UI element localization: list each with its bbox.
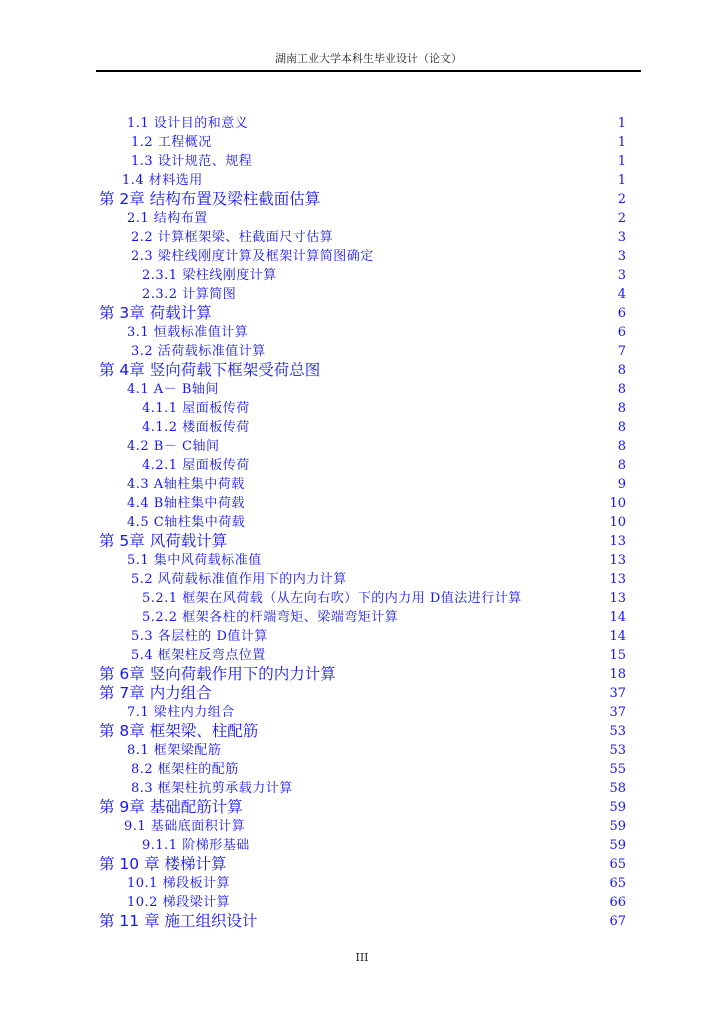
toc-entry-label: 5.2 风荷载标准值作用下的内力计算: [131, 572, 347, 587]
toc-entry-page: 8: [617, 439, 626, 454]
toc-entry-label: 4.2.1 屋面板传荷: [142, 458, 250, 473]
toc-entry-page: 6: [617, 325, 626, 340]
toc-entry[interactable]: [0, 152, 724, 171]
toc-entry[interactable]: [0, 437, 724, 456]
toc-entry[interactable]: [0, 627, 724, 646]
toc-entry-page: 8: [617, 382, 626, 397]
toc-entry-page: 10: [609, 496, 626, 511]
toc-entry[interactable]: [0, 722, 724, 741]
toc-entry-label: 2.3 梁柱线刚度计算及框架计算简图确定: [131, 249, 374, 264]
toc-entry-page: 1: [617, 154, 626, 169]
toc-entry-label: 第 4章 竖向荷载下框架受荷总图: [99, 361, 321, 379]
toc-entry[interactable]: [0, 171, 724, 190]
toc-entry-label: 5.4 框架柱反弯点位置: [131, 648, 266, 663]
toc-entry-label: 2.1 结构布置: [127, 211, 208, 226]
toc-entry-label: 8.3 框架柱抗剪承载力计算: [131, 781, 293, 796]
toc-entry-page: 59: [609, 800, 626, 815]
toc-entry-label: 2.3.2 计算简图: [142, 287, 237, 302]
toc-entry[interactable]: [0, 912, 724, 931]
toc-entry[interactable]: [0, 418, 724, 437]
toc-entry-label: 5.2.2 框架各柱的杆端弯矩、梁端弯矩计算: [142, 610, 399, 625]
toc-entry[interactable]: [0, 589, 724, 608]
toc-entry-label: 4.1.1 屋面板传荷: [142, 401, 250, 416]
toc-entry-page: 14: [609, 610, 626, 625]
toc-entry-page: 8: [617, 458, 626, 473]
toc-entry[interactable]: [0, 114, 724, 133]
toc-entry[interactable]: [0, 133, 724, 152]
toc-entry-label: 第 2章 结构布置及梁柱截面估算: [99, 190, 321, 208]
toc-entry[interactable]: [0, 190, 724, 209]
toc-entry-label: 4.2 B－ C轴间: [127, 439, 220, 454]
toc-entry-label: 3.1 恒载标准值计算: [127, 325, 249, 340]
toc-entry-page: 14: [609, 629, 626, 644]
toc-entry-page: 37: [609, 705, 626, 720]
toc-entry-label: 4.4 B轴柱集中荷载: [127, 496, 245, 511]
toc-entry-page: 13: [609, 591, 626, 606]
toc-entry-page: 15: [609, 648, 626, 663]
toc-entry-label: 5.3 各层柱的 D值计算: [131, 629, 268, 644]
toc-entry[interactable]: [0, 475, 724, 494]
toc-entry-label: 4.1 A－ B轴间: [127, 382, 219, 397]
toc-entry-label: 2.2 计算框架梁、柱截面尺寸估算: [131, 230, 334, 245]
toc-entry[interactable]: [0, 551, 724, 570]
toc-entry-page: 53: [609, 724, 626, 739]
toc-entry-page: 2: [617, 192, 626, 207]
toc-entry[interactable]: [0, 684, 724, 703]
toc-entry-page: 1: [617, 116, 626, 131]
toc-entry-page: 65: [609, 876, 626, 891]
toc-entry[interactable]: [0, 703, 724, 722]
toc-entry-page: 37: [609, 686, 626, 701]
toc-entry-page: 18: [609, 667, 626, 682]
toc-entry-page: 1: [617, 173, 626, 188]
toc-entry-label: 第 5章 风荷载计算: [99, 532, 228, 550]
toc-entry[interactable]: [0, 247, 724, 266]
toc-entry-label: 第 9章 基础配筋计算: [99, 798, 243, 816]
toc-entry-label: 5.2.1 框架在风荷载（从左向右吹）下的内力用 D值法进行计算: [142, 591, 522, 606]
toc-entry[interactable]: [0, 285, 724, 304]
toc-entry[interactable]: [0, 646, 724, 665]
toc-entry[interactable]: [0, 361, 724, 380]
toc-entry-page: 3: [617, 249, 626, 264]
toc-entry[interactable]: [0, 266, 724, 285]
toc-entry-label: 4.3 A轴柱集中荷载: [127, 477, 245, 492]
toc-entry-page: 8: [617, 420, 626, 435]
toc-entry[interactable]: [0, 570, 724, 589]
toc-entry-label: 10.2 梯段梁计算: [127, 895, 231, 910]
toc-entry-label: 9.1.1 阶梯形基础: [142, 838, 250, 853]
toc-entry-page: 7: [617, 344, 626, 359]
toc-entry-page: 66: [609, 895, 626, 910]
toc-entry[interactable]: [0, 874, 724, 893]
toc-entry[interactable]: [0, 380, 724, 399]
toc-entry-page: 2: [617, 211, 626, 226]
toc-entry[interactable]: [0, 342, 724, 361]
toc-entry-page: 8: [617, 401, 626, 416]
toc-entry-page: 6: [617, 306, 626, 321]
toc-entry[interactable]: [0, 741, 724, 760]
toc-entry-page: 3: [617, 230, 626, 245]
toc-entry-page: 10: [609, 515, 626, 530]
toc-entry-label: 3.2 活荷载标准值计算: [131, 344, 266, 359]
toc-entry[interactable]: [0, 228, 724, 247]
toc-entry[interactable]: [0, 779, 724, 798]
toc-entry[interactable]: [0, 855, 724, 874]
toc-entry-page: 9: [617, 477, 626, 492]
toc-entry-page: 13: [609, 534, 626, 549]
toc-entry[interactable]: [0, 817, 724, 836]
toc-entry-label: 1.4 材料选用: [122, 173, 203, 188]
toc-entry-label: 第 8章 框架梁、柱配筋: [99, 722, 259, 740]
header-rule: [96, 70, 641, 72]
toc-entry-label: 1.3 设计规范、规程: [131, 154, 253, 169]
toc-entry[interactable]: [0, 456, 724, 475]
toc-entry-label: 9.1 基础底面积计算: [124, 819, 246, 834]
toc-entry[interactable]: [0, 494, 724, 513]
toc-entry[interactable]: [0, 323, 724, 342]
toc-entry-label: 5.1 集中风荷载标准值: [127, 553, 262, 568]
toc-entry-label: 第 11 章 施工组织设计: [99, 912, 258, 930]
toc-entry[interactable]: [0, 836, 724, 855]
toc-entry-label: 10.1 梯段板计算: [127, 876, 231, 891]
toc-entry-page: 65: [609, 857, 626, 872]
toc-entry-page: 59: [609, 838, 626, 853]
toc-entry-page: 3: [617, 268, 626, 283]
toc-entry[interactable]: [0, 798, 724, 817]
toc-entry-page: 13: [609, 572, 626, 587]
toc-entry-label: 4.1.2 楼面板传荷: [142, 420, 250, 435]
toc-entry[interactable]: [0, 760, 724, 779]
page-header: 湖南工业大学本科生毕业设计（论文）: [275, 52, 462, 65]
toc-entry-label: 7.1 梁柱内力组合: [127, 705, 235, 720]
toc-entry[interactable]: [0, 399, 724, 418]
toc-entry[interactable]: [0, 532, 724, 551]
toc-entry-label: 8.1 框架梁配筋: [127, 743, 222, 758]
toc-entry[interactable]: [0, 209, 724, 228]
toc-entry[interactable]: [0, 665, 724, 684]
toc-entry-label: 第 3章 荷载计算: [99, 304, 212, 322]
toc-entry[interactable]: [0, 893, 724, 912]
toc-entry[interactable]: [0, 304, 724, 323]
toc-entry-label: 2.3.1 梁柱线刚度计算: [142, 268, 277, 283]
toc-entry[interactable]: [0, 513, 724, 532]
toc-entry-label: 4.5 C轴柱集中荷载: [127, 515, 246, 530]
toc-entry-label: 第 10 章 楼梯计算: [99, 855, 227, 873]
toc-entry-page: 59: [609, 819, 626, 834]
toc-entry-page: 13: [609, 553, 626, 568]
toc-entry-page: 53: [609, 743, 626, 758]
toc-entry[interactable]: [0, 608, 724, 627]
toc-entry-page: 8: [617, 363, 626, 378]
toc-entry-page: 4: [617, 287, 626, 302]
toc-entry-label: 第 6章 竖向荷载作用下的内力计算: [99, 665, 336, 683]
toc-entry-page: 67: [609, 914, 626, 929]
toc-entry-page: 1: [617, 135, 626, 150]
toc-entry-label: 1.2 工程概况: [131, 135, 212, 150]
toc-entry-page: 58: [609, 781, 626, 796]
toc-entry-label: 第 7章 内力组合: [99, 684, 212, 702]
toc-entry-label: 1.1 设计目的和意义: [127, 116, 249, 131]
toc-entry-label: 8.2 框架柱的配筋: [131, 762, 239, 777]
toc-entry-page: 55: [609, 762, 626, 777]
page-number: III: [355, 951, 369, 964]
